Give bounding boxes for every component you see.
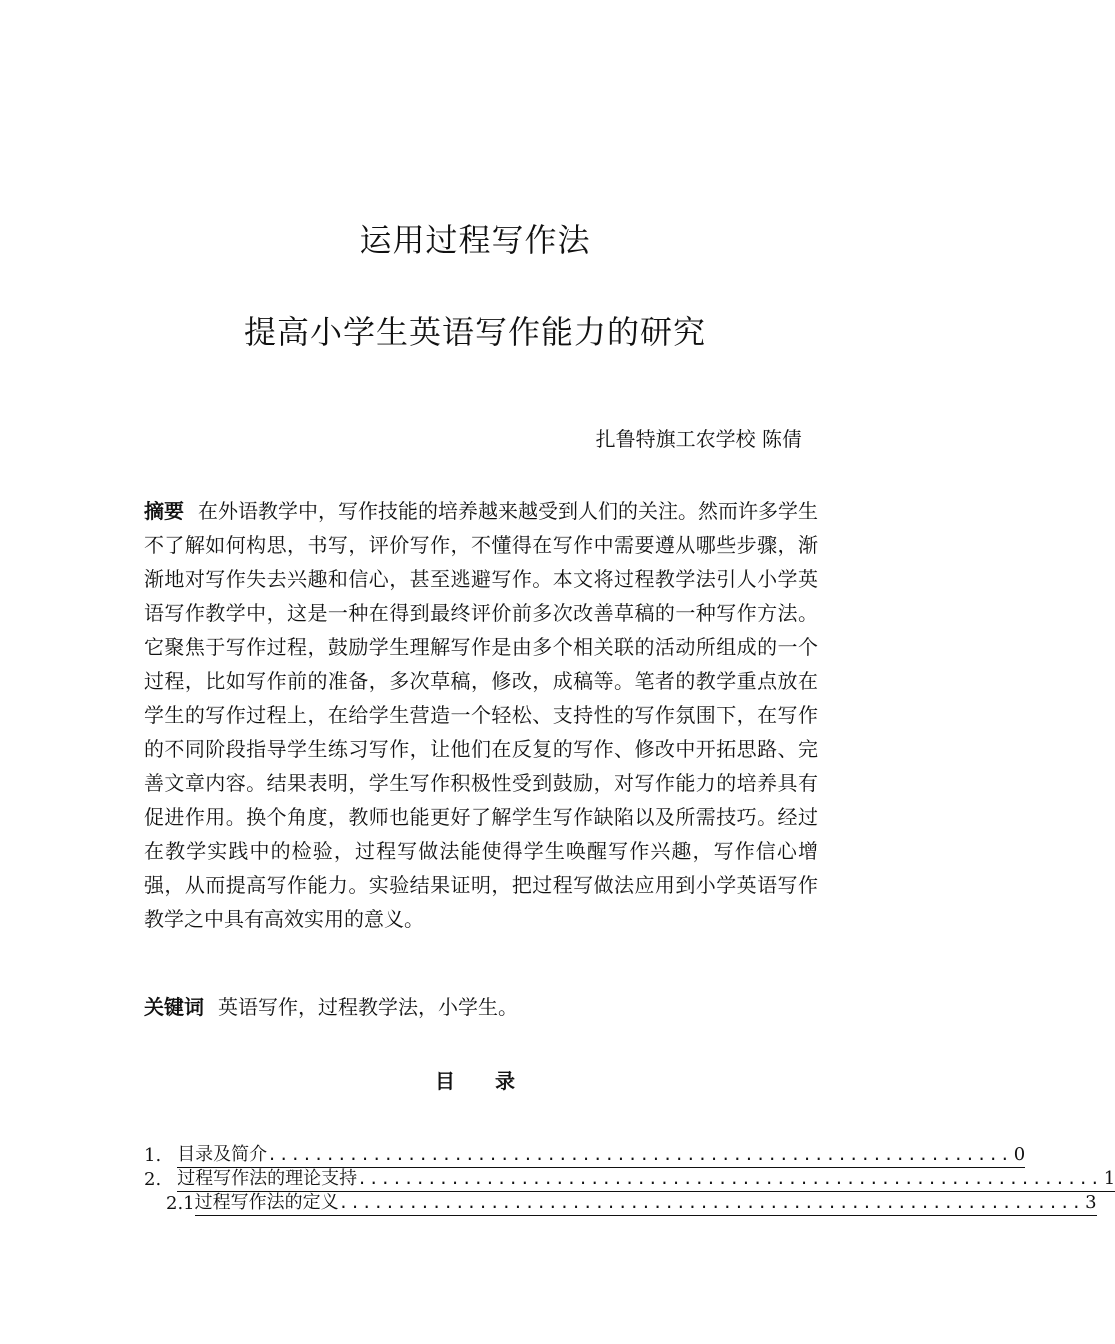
table-of-contents [144, 1144, 1115, 1216]
title-line-2: 提高小学生英语写作能力的研究 [243, 313, 706, 351]
toc-entry-page: 1 [1102, 1167, 1115, 1192]
toc-entry-2[interactable] [144, 1168, 1115, 1192]
toc-entry-number: 2.1 [166, 1193, 195, 1214]
toc-entry-number: 2. [144, 1169, 162, 1190]
abstract-paragraph [144, 494, 818, 936]
toc-entry-title: 目录及简介 [177, 1143, 267, 1168]
toc-entry-title: 过程写作法的定义 [195, 1191, 339, 1216]
toc-entry-title: 过程写作法的理论支持 [177, 1167, 357, 1192]
keywords-text: 英语写作，过程教学法，小学生。 [218, 995, 518, 1019]
toc-entry-2-1[interactable] [144, 1192, 1097, 1216]
author-line: 扎鲁特旗工农学校 陈倩 [595, 427, 802, 451]
toc-dot-leader: ................................................................ [339, 1191, 1084, 1216]
keywords-paragraph [144, 990, 818, 1024]
toc-entry-page: 3 [1083, 1191, 1096, 1216]
keywords-label: 关键词 [144, 995, 204, 1019]
toc-dot-leader: ................................................................ [357, 1167, 1102, 1192]
title-line-1: 运用过程写作法 [359, 221, 591, 259]
abstract-label: 摘要 [144, 499, 184, 523]
toc-entry-number: 1. [144, 1145, 162, 1166]
toc-entry-page: 0 [1012, 1143, 1025, 1168]
toc-entry-1[interactable] [144, 1144, 1026, 1168]
toc-heading: 目录 [435, 1069, 555, 1093]
abstract-text: 在外语教学中，写作技能的培养越来越受到人们的关注。然而许多学生不了解如何构思，书写，评价写作，不懂得在写作中需要遵从哪些步骤，渐渐地对写作失去兴趣和信心，甚至逃避写作。本文将过程教学法引人小学英语写作教学中，这是一种在得到最终评价前多次改善草稿的一种写作方法。它聚焦于写作过程，鼓励学生理解写作是由多个相关联的活动所组成的一个过程，比如写作前的准备，多次草稿，修改，成稿等。笔者的教学重点放在学生的写作过程上，在给学生营造一个轻松、支持性的写作氛围下，在写作的不同阶段指导学生练习写作，让他们在反复的写作、修改中开拓思路、完善文章内容。结果表明，学生写作积极性受到鼓励，对写作能力的培养具有促进作用。换个角度，教师也能更好了解学生写作缺陷以及所需技巧。经过在教学实践中的检验，过程写做法能使得学生唤醒写作兴趣，写作信心增强，从而提高写作能力。实验结果证明，把过程写做法应用到小学英语写作教学之中具有高效实用的意义。 [144, 499, 818, 931]
toc-dot-leader: ................................................................ [267, 1143, 1012, 1168]
